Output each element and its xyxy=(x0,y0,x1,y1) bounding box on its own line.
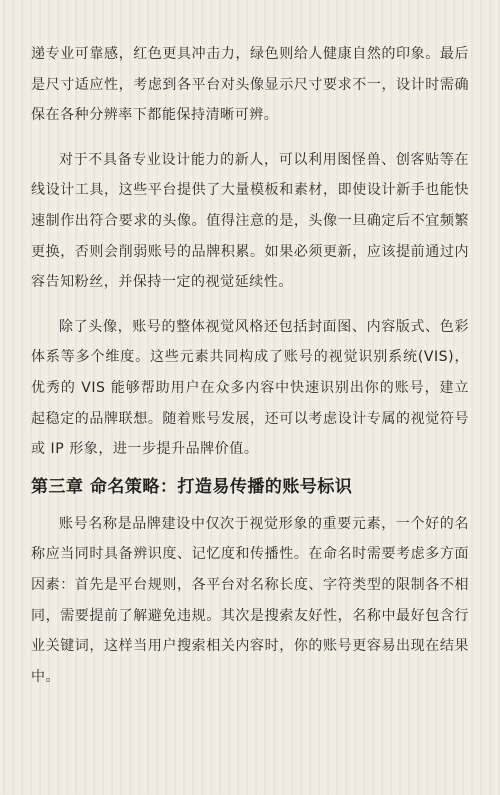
paragraph-continued: 递专业可靠感，红色更具冲击力，绿色则给人健康自然的印象。最后是尺寸适应性，考虑到各平台对头像显示尺寸要求不一，设计时需确保在各种分辨率下都能保持清晰可辨。 xyxy=(31,46,469,124)
chapter-heading: 第三章 命名策略：打造易传播的账号标识 xyxy=(31,476,353,497)
paragraph-visual-style: 除了头像，账号的整体视觉风格还包括封面图、内容版式、色彩体系等多个维度。这些元素共同构成了账号的视觉识别系统(VIS)，优秀的 VIS 能够帮助用户在众多内容中快速识别出你的账号，建立起稳定的品牌联想。随着账号发展，还可以考虑设计专属的视觉符号或 IP 形象，进一步提升品牌价值。 xyxy=(31,318,469,458)
paragraph-naming: 账号名称是品牌建设中仅次于视觉形象的重要元素，一个好的名称应当同时具备辨识度、记忆度和传播性。在命名时需要考虑多方面因素：首先是平台规则，各平台对名称长度、字符类型的限制各不相同，需要提前了解避免违规。其次是搜索友好性，名称中最好包含行业关键词，这样当用户搜索相关内容时，你的账号更容易出现在结果中。 xyxy=(31,515,469,685)
paragraph-design-tools: 对于不具备专业设计能力的新人，可以利用图怪兽、创客贴等在线设计工具，这些平台提供了大量模板和素材，即使设计新手也能快速制作出符合要求的头像。值得注意的是，头像一旦确定后不宜频繁更换，否则会削弱账号的品牌积累。如果必须更新，应该提前通过内容告知粉丝，并保持一定的视觉延续性。 xyxy=(31,151,469,291)
